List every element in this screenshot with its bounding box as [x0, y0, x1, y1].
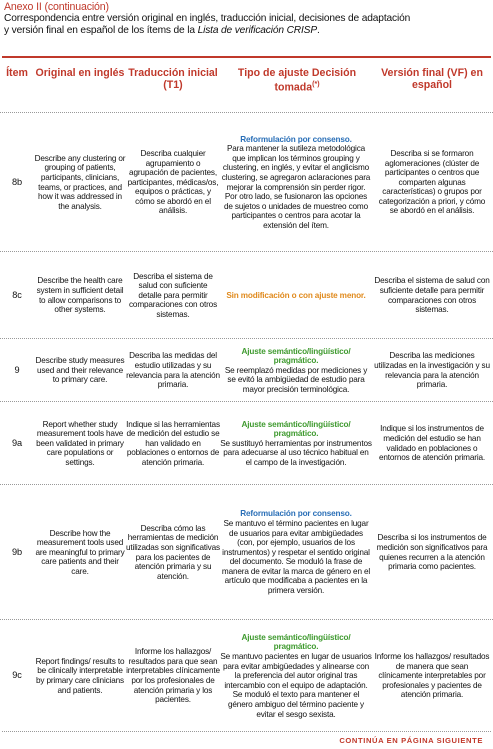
traduccion-text: Describa cualquier agrupamiento o agrupación de pacientes, participantes, médicas/os, equipos o prácticas, y cómo se abordó en el análisis.	[127, 148, 219, 216]
item-text: 8c	[12, 289, 22, 300]
cell-original	[34, 252, 126, 339]
original-text: Describe how the measurement tools used are meaningful to primary care patients and their care.	[35, 528, 125, 576]
cell-tipo	[220, 620, 372, 732]
original-text: Report whether study measurement tools have been validated in primary care populations or settings.	[36, 419, 124, 467]
column-headers	[0, 59, 493, 110]
caption-line2-suffix: .	[316, 24, 320, 36]
annex-title: Anexo II (continuación)	[4, 1, 109, 13]
caption-line1: Correspondencia entre versión original en inglés, traducción inicial, decisiones de adaptación	[4, 13, 411, 25]
caption-line2-italic: Lista de verificación CRISP	[197, 24, 317, 36]
cell-traduccion	[126, 252, 220, 339]
traduccion-text: Describa las medidas del estudio utilizadas y su relevancia para la atención primaria.	[126, 351, 220, 390]
item-text: 8b	[12, 176, 22, 187]
cell-original	[34, 113, 126, 252]
cell-final	[374, 113, 490, 252]
tipo-text: Se reemplazó medidas por mediciones y se evitó la ambigüedad de estudio para mayor precisión terminológica.	[224, 365, 368, 394]
cell-original	[34, 402, 126, 485]
item-text: 9b	[12, 546, 22, 557]
header-rule	[2, 56, 491, 58]
cell-original	[34, 339, 126, 402]
table-row	[0, 401, 493, 485]
table-row	[0, 619, 493, 732]
tipo-label: Reformulación por consenso.	[240, 134, 352, 144]
tipo-content	[220, 633, 372, 719]
cell-final	[374, 339, 490, 402]
cell-item	[0, 485, 34, 620]
tipo-label: Ajuste semántico/lingüístico/ pragmático.	[241, 632, 351, 652]
cell-traduccion	[126, 339, 220, 402]
tipo-label: Sin modificación o con ajuste menor.	[226, 290, 366, 300]
table-row	[0, 251, 493, 339]
cell-final	[374, 252, 490, 339]
cell-item	[0, 620, 34, 732]
final-text: Indique si los instrumentos de medición del estudio se han validado en poblaciones o entornos de atención primaria.	[378, 424, 486, 463]
cell-item	[0, 252, 34, 339]
tipo-text: Se sustituyó herramientas por instrumentos para adecuarse al uso técnico habitual en el campo de la investigación.	[220, 438, 372, 467]
cell-original	[34, 485, 126, 620]
item-text: 9	[14, 364, 20, 375]
tipo-content	[220, 347, 372, 395]
original-text: Describe the health care system in sufficient detail to allow comparisons to other systems.	[36, 276, 124, 315]
final-text: Describa si se formaron aglomeraciones (clúster de participantes o centros que comparten algunas características) o grupos por categorización a priori, y cómo se abordó en el análisis.	[378, 148, 486, 216]
final-text: Informe los hallazgos/ resultados de manera que sean clínicamente interpretables por profesionales y pacientes de atención primaria.	[374, 652, 490, 700]
tipo-label: Reformulación por consenso.	[240, 509, 352, 519]
cell-tipo	[220, 339, 372, 402]
original-text: Report findings/ results to be clinically interpretable by primary care clinicians and patients.	[35, 656, 125, 695]
tipo-content	[220, 509, 372, 595]
col-tipo	[222, 67, 372, 94]
tipo-text: Se mantuvo el término pacientes en lugar de usuarios para evitar ambigüedades (con, por ejemplo, usuarios de los instrumentos) y respetar el sentido original del documento. Se moduló la frase de manera de evitar la marca de género en el artículo que modificaba a pacientes en la primera versión.	[221, 518, 371, 596]
item-text: 9c	[12, 670, 22, 681]
tipo-content	[226, 291, 365, 301]
traduccion-text: Indique si las herramientas de medición del estudio se han validado en poblaciones o entornos de atención primaria.	[126, 419, 220, 467]
tipo-text: Para mantener la sutileza metodológica que implican los términos grouping y clustering, en inglés, y evitar el anglicismo clustering, se agregaron aclaraciones para mejorar la comprensión sin perder rigor. Por otro lado, se fusionaron las opciones de sujetos o unidades de muestreo como participantes o centros para acotar la extensión del ítem.	[221, 144, 371, 230]
table-row	[0, 338, 493, 402]
col-tipo-sup: (*)	[312, 81, 320, 88]
footer-rule	[2, 731, 491, 732]
cell-traduccion	[126, 113, 220, 252]
cell-traduccion	[126, 402, 220, 485]
cell-tipo	[220, 252, 372, 339]
cell-final	[374, 485, 490, 620]
final-text: Describa si los instrumentos de medición son significativos para quienes recurren a la atención primaria como pacientes.	[376, 533, 488, 572]
col-original: Original en inglés	[35, 67, 125, 79]
cell-item	[0, 402, 34, 485]
table-row	[0, 112, 493, 252]
col-tipo-label: Tipo de ajuste Decisión tomada	[237, 67, 357, 94]
col-item: Ítem	[6, 67, 28, 79]
cell-original	[34, 620, 126, 732]
tipo-label: Ajuste semántico/lingüístico/ pragmático.	[241, 346, 351, 366]
tipo-label: Ajuste semántico/lingüístico/ pragmático.	[241, 419, 351, 439]
col-final: Versión final (VF) en español	[381, 67, 483, 91]
cell-tipo	[220, 402, 372, 485]
tipo-content	[220, 135, 372, 231]
cell-item	[0, 113, 34, 252]
traduccion-text: Describa el sistema de salud con suficiente detalle para permitir comparaciones con otros sistemas.	[128, 271, 218, 319]
cell-item	[0, 339, 34, 402]
table-caption	[4, 13, 487, 36]
cell-traduccion	[126, 620, 220, 732]
cell-final	[374, 402, 490, 485]
table-row	[0, 484, 493, 620]
item-text: 9a	[12, 437, 22, 448]
tipo-text: Se mantuvo pacientes en lugar de usuarios para evitar ambigüedades y alinearse con la preferencia del autor original tras intercambio con el equipo de adaptación. Se moduló el texto para mantener el género ambiguo del término paciente y evitar el sesgo sexista.	[220, 652, 372, 719]
continua-label: CONTINÚA EN PÁGINA SIGUIENTE	[339, 736, 483, 745]
cell-final	[374, 620, 490, 732]
traduccion-text: Informe los hallazgos/ resultados para que sean interpretables clínicamente por los profesionales de atención primaria y los pacientes.	[126, 647, 220, 705]
final-text: Describa el sistema de salud con suficiente detalle para permitir comparaciones con otros sistemas.	[374, 276, 490, 315]
cell-tipo	[220, 113, 372, 252]
original-text: Describe any clustering or grouping of patients, participants, clinicians, teams, or practices, and how it was addressed in the analysis.	[34, 153, 126, 211]
final-text: Describa las mediciones utilizadas en la investigación y su relevancia para la atención primaria.	[374, 351, 490, 390]
caption-line2-prefix: y versión final en español de los ítems de la	[4, 24, 198, 36]
header	[0, 0, 493, 36]
traduccion-text: Describa cómo las herramientas de medición utilizadas son significativas para los pacientes de atención primaria y su atención.	[126, 523, 220, 581]
original-text: Describe study measures used and their relevance to primary care.	[35, 356, 125, 385]
tipo-content	[220, 420, 372, 468]
col-traduccion: Traducción inicial (T1)	[128, 67, 218, 91]
cell-traduccion	[126, 485, 220, 620]
cell-tipo	[220, 485, 372, 620]
